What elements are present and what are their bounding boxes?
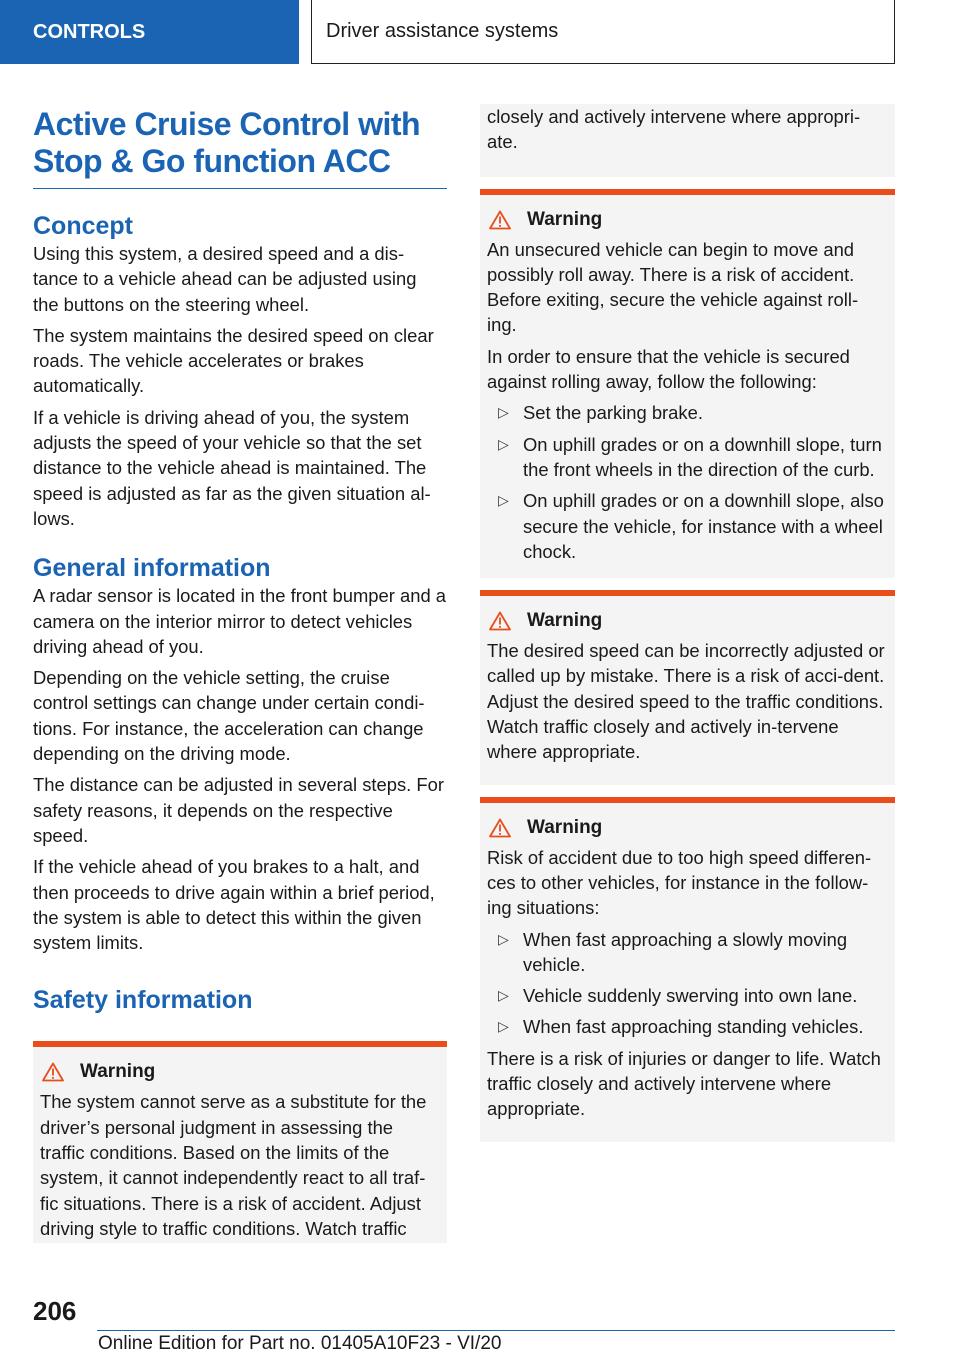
header-chapter-label [311,0,895,64]
warning-label: Warning [527,208,603,230]
list-item [487,1014,887,1039]
page-title [33,106,447,189]
warning-label: Warning [80,1061,156,1083]
warning-label: Warning [527,610,603,632]
general-paragraph: A radar sensor is located in the front bumper and a camera on the interior mirror to detect vehicles driving ahead of you. [33,585,447,657]
general-paragraph: The distance can be adjusted in several steps. For safety reasons, it depends on the respective speed. [33,774,444,846]
warning-list [487,927,887,1040]
warning-text: An unsecured vehicle can begin to move and possibly roll away. There is a risk of accident. Before exiting, secure the vehicle against roll-ing. [487,238,859,336]
warning-header [40,1059,439,1085]
list-item-text: When fast approaching standing vehicles. [523,1016,864,1038]
triangle-bullet-icon: ▷ [498,404,509,421]
warning-triangle-icon [489,818,511,838]
warning-triangle-icon [489,611,511,631]
general-info-heading: General information [33,554,271,583]
warning-triangle-icon [489,210,511,230]
concept-heading: Concept [33,212,133,240]
warning-box-unsecured-vehicle [480,189,895,579]
concept-paragraph: The system maintains the desired speed on clear roads. The vehicle accelerates or brakes automatically. [33,324,434,397]
page-number: 206 [33,1296,77,1326]
list-item-text: On uphill grades or on a downhill slope, also secure the vehicle, for instance with a wheel chock. [523,490,884,562]
list-item-text: Set the parking brake. [523,402,703,424]
triangle-bullet-icon: ▷ [498,492,509,509]
warning-box-speed-differences [480,797,895,1142]
triangle-bullet-icon: ▷ [498,1018,509,1035]
warning-box-desired-speed [480,590,895,784]
warning-text: The desired speed can be incorrectly adjusted or called up by mistake. There is a risk of acci-dent. Adjust the desired speed to the traffic conditions. Watch traffic closely and actively in-tervene where appropriate. [487,640,885,763]
warning-label: Warning [527,816,603,838]
warning-triangle-icon [42,1062,64,1082]
warning-text-continued: closely and actively intervene where appropri-ate. [487,106,861,153]
footer-divider [97,1330,895,1331]
list-item [487,400,887,425]
section-name: CONTROLS [33,20,146,43]
chapter-name: Driver assistance systems [326,20,559,42]
warning-box-system-substitute [33,1041,447,1243]
triangle-bullet-icon: ▷ [498,435,509,452]
list-item [487,432,887,483]
right-column [480,104,895,1142]
warning-text: There is a risk of injuries or danger to life. Watch traffic closely and actively intervene where appropriate. [487,1047,881,1120]
warning-text: Risk of accident due to too high speed differen-ces to other vehicles, for instance in the follow-ing situations: [487,846,872,919]
left-column [33,104,447,1243]
warning-text: The system cannot serve as a substitute for the driver’s personal judgment in assessing the traffic conditions. Based on the limits of the system, it cannot independently react to all traf-fic situations. There is a risk of accident. Adjust driving style to traffic conditions. Watch traffic [40,1091,427,1239]
general-paragraph: If the vehicle ahead of you brakes to a halt, and then proceeds to drive again within a brief period, the system is able to detect this within the given system limits. [33,856,435,954]
warning-header [487,608,887,634]
triangle-bullet-icon: ▷ [498,930,509,947]
concept-paragraph: If a vehicle is driving ahead of you, the system adjusts the speed of your vehicle so that the set distance to the vehicle ahead is maintained. The speed is adjusted as far as the given situation al-lows. [33,406,431,529]
list-item [487,983,887,1008]
header-section-label [0,0,299,64]
warning-box-continued [480,104,895,177]
general-info-body [33,583,447,955]
warning-text: In order to ensure that the vehicle is secured against rolling away, follow the following: [487,345,850,393]
title-line-1: Active Cruise Control with [33,106,421,142]
triangle-bullet-icon: ▷ [498,987,509,1004]
warning-header [487,207,887,233]
list-item-text: Vehicle suddenly swerving into own lane. [523,985,858,1007]
safety-info-heading: Safety information [33,986,253,1015]
warning-header [487,815,887,841]
concept-paragraph: Using this system, a desired speed and a dis-tance to a vehicle ahead can be adjusted using the buttons on the steering wheel. [33,243,417,315]
list-item-text: When fast approaching a slowly moving vehicle. [523,928,848,975]
general-paragraph: Depending on the vehicle setting, the cruise control settings can change under certain condi-tions. For instance, the acceleration can change depending on the driving mode. [33,667,425,765]
concept-body [33,241,447,531]
list-item-text: On uphill grades or on a downhill slope, turn the front wheels in the direction of the curb. [523,433,882,480]
list-item [487,488,887,564]
footer-edition: Online Edition for Part no. 01405A10F23 - VI/20 [98,1333,502,1354]
list-item [487,927,887,978]
title-line-2: Stop & Go function ACC [33,143,391,179]
warning-list [487,400,887,564]
